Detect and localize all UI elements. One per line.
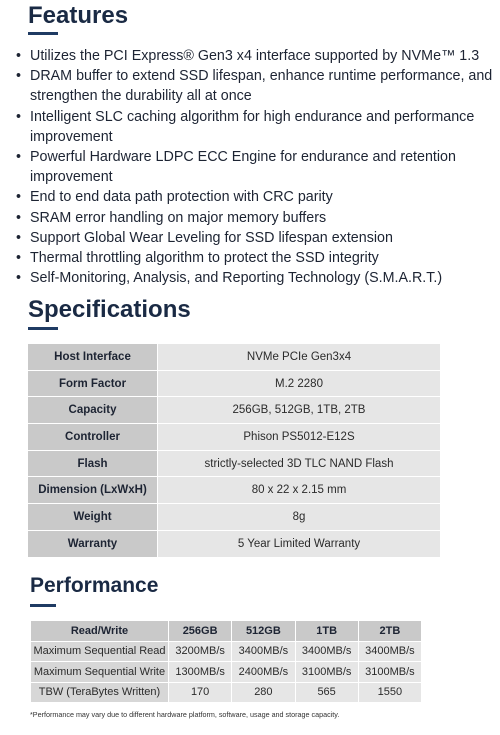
table-cell: 1550 [359,683,421,703]
bullet-icon: • [16,209,22,226]
column-header: 1TB [296,621,358,641]
spec-value: 5 Year Limited Warranty [158,531,440,557]
specifications-heading: Specifications [28,296,191,323]
feature-item [14,147,494,187]
feature-text: DRAM buffer to extend SSD lifespan, enhance runtime performance, and strengthen the durability all at once [30,68,493,105]
specifications-table [28,343,440,558]
bullet-icon: • [16,68,22,85]
table-cell: 3400MB/s [232,642,294,662]
table-row [31,662,421,682]
specifications-heading-underline [28,327,58,330]
spec-label: Dimension (LxWxH) [28,477,158,503]
spec-label: Form Factor [28,371,158,397]
feature-item [14,46,494,66]
feature-item [14,187,494,207]
feature-text: Powerful Hardware LDPC ECC Engine for endurance and retention improvement [30,149,456,186]
table-row [28,371,440,397]
table-cell: 3200MB/s [169,642,231,662]
feature-item [14,228,494,248]
feature-item [14,66,494,106]
table-row [31,683,421,703]
table-row [28,397,440,423]
bullet-icon: • [16,250,22,267]
table-cell: 3400MB/s [296,642,358,662]
bullet-icon: • [16,108,22,125]
spec-value: M.2 2280 [158,371,440,397]
table-row [28,451,440,477]
feature-item [14,107,494,147]
column-header: Read/Write [31,621,168,641]
column-header: 512GB [232,621,294,641]
table-cell: 3100MB/s [296,662,358,682]
table-cell: 1300MB/s [169,662,231,682]
column-header: 256GB [169,621,231,641]
performance-heading-underline [30,604,56,607]
table-row [28,531,440,557]
spec-value: 80 x 22 x 2.15 mm [158,477,440,503]
feature-text: Utilizes the PCI Express® Gen3 x4 interface supported by NVMe™ 1.3 [30,48,480,64]
feature-item [14,208,494,228]
row-label: TBW (TeraBytes Written) [31,683,168,703]
features-heading: Features [28,2,129,29]
spec-label: Weight [28,504,158,530]
bullet-icon: • [16,48,22,64]
features-list [14,46,494,288]
spec-value: 256GB, 512GB, 1TB, 2TB [158,397,440,423]
bullet-icon: • [16,149,22,166]
column-header: 2TB [359,621,421,641]
features-heading-underline [28,32,58,35]
table-header-row [31,621,421,641]
spec-label: Host Interface [28,344,158,370]
table-row [31,642,421,662]
table-cell: 3100MB/s [359,662,421,682]
feature-item [14,268,494,288]
table-cell: 280 [232,683,294,703]
table-row [28,424,440,450]
table-cell: 565 [296,683,358,703]
feature-text: SRAM error handling on major memory buffers [30,209,327,226]
spec-value: strictly-selected 3D TLC NAND Flash [158,451,440,477]
row-label: Maximum Sequential Read [31,642,168,662]
table-row [28,477,440,503]
spec-value: NVMe PCIe Gen3x4 [158,344,440,370]
feature-item [14,248,494,268]
bullet-icon: • [16,229,22,246]
spec-value: Phison PS5012-E12S [158,424,440,450]
table-cell: 2400MB/s [232,662,294,682]
performance-heading: Performance [30,574,159,597]
row-label: Maximum Sequential Write [31,662,168,682]
table-row [28,504,440,530]
feature-text: Self-Monitoring, Analysis, and Reporting Technology (S.M.A.R.T.) [30,270,443,287]
feature-text: End to end data path protection with CRC parity [30,189,333,206]
performance-table [30,620,422,703]
table-row [28,344,440,370]
feature-text: Intelligent SLC caching algorithm for high endurance and performance improvement [30,108,475,145]
spec-label: Controller [28,424,158,450]
feature-text: Support Global Wear Leveling for SSD lifespan extension [30,229,393,246]
spec-label: Warranty [28,531,158,557]
performance-footnote: *Performance may vary due to different hardware platform, software, usage and storage capacity. [30,710,340,719]
table-cell: 3400MB/s [359,642,421,662]
spec-label: Capacity [28,397,158,423]
spec-label: Flash [28,451,158,477]
bullet-icon: • [16,270,22,287]
feature-text: Thermal throttling algorithm to protect the SSD integrity [30,250,379,267]
bullet-icon: • [16,189,22,206]
table-cell: 170 [169,683,231,703]
spec-value: 8g [158,504,440,530]
